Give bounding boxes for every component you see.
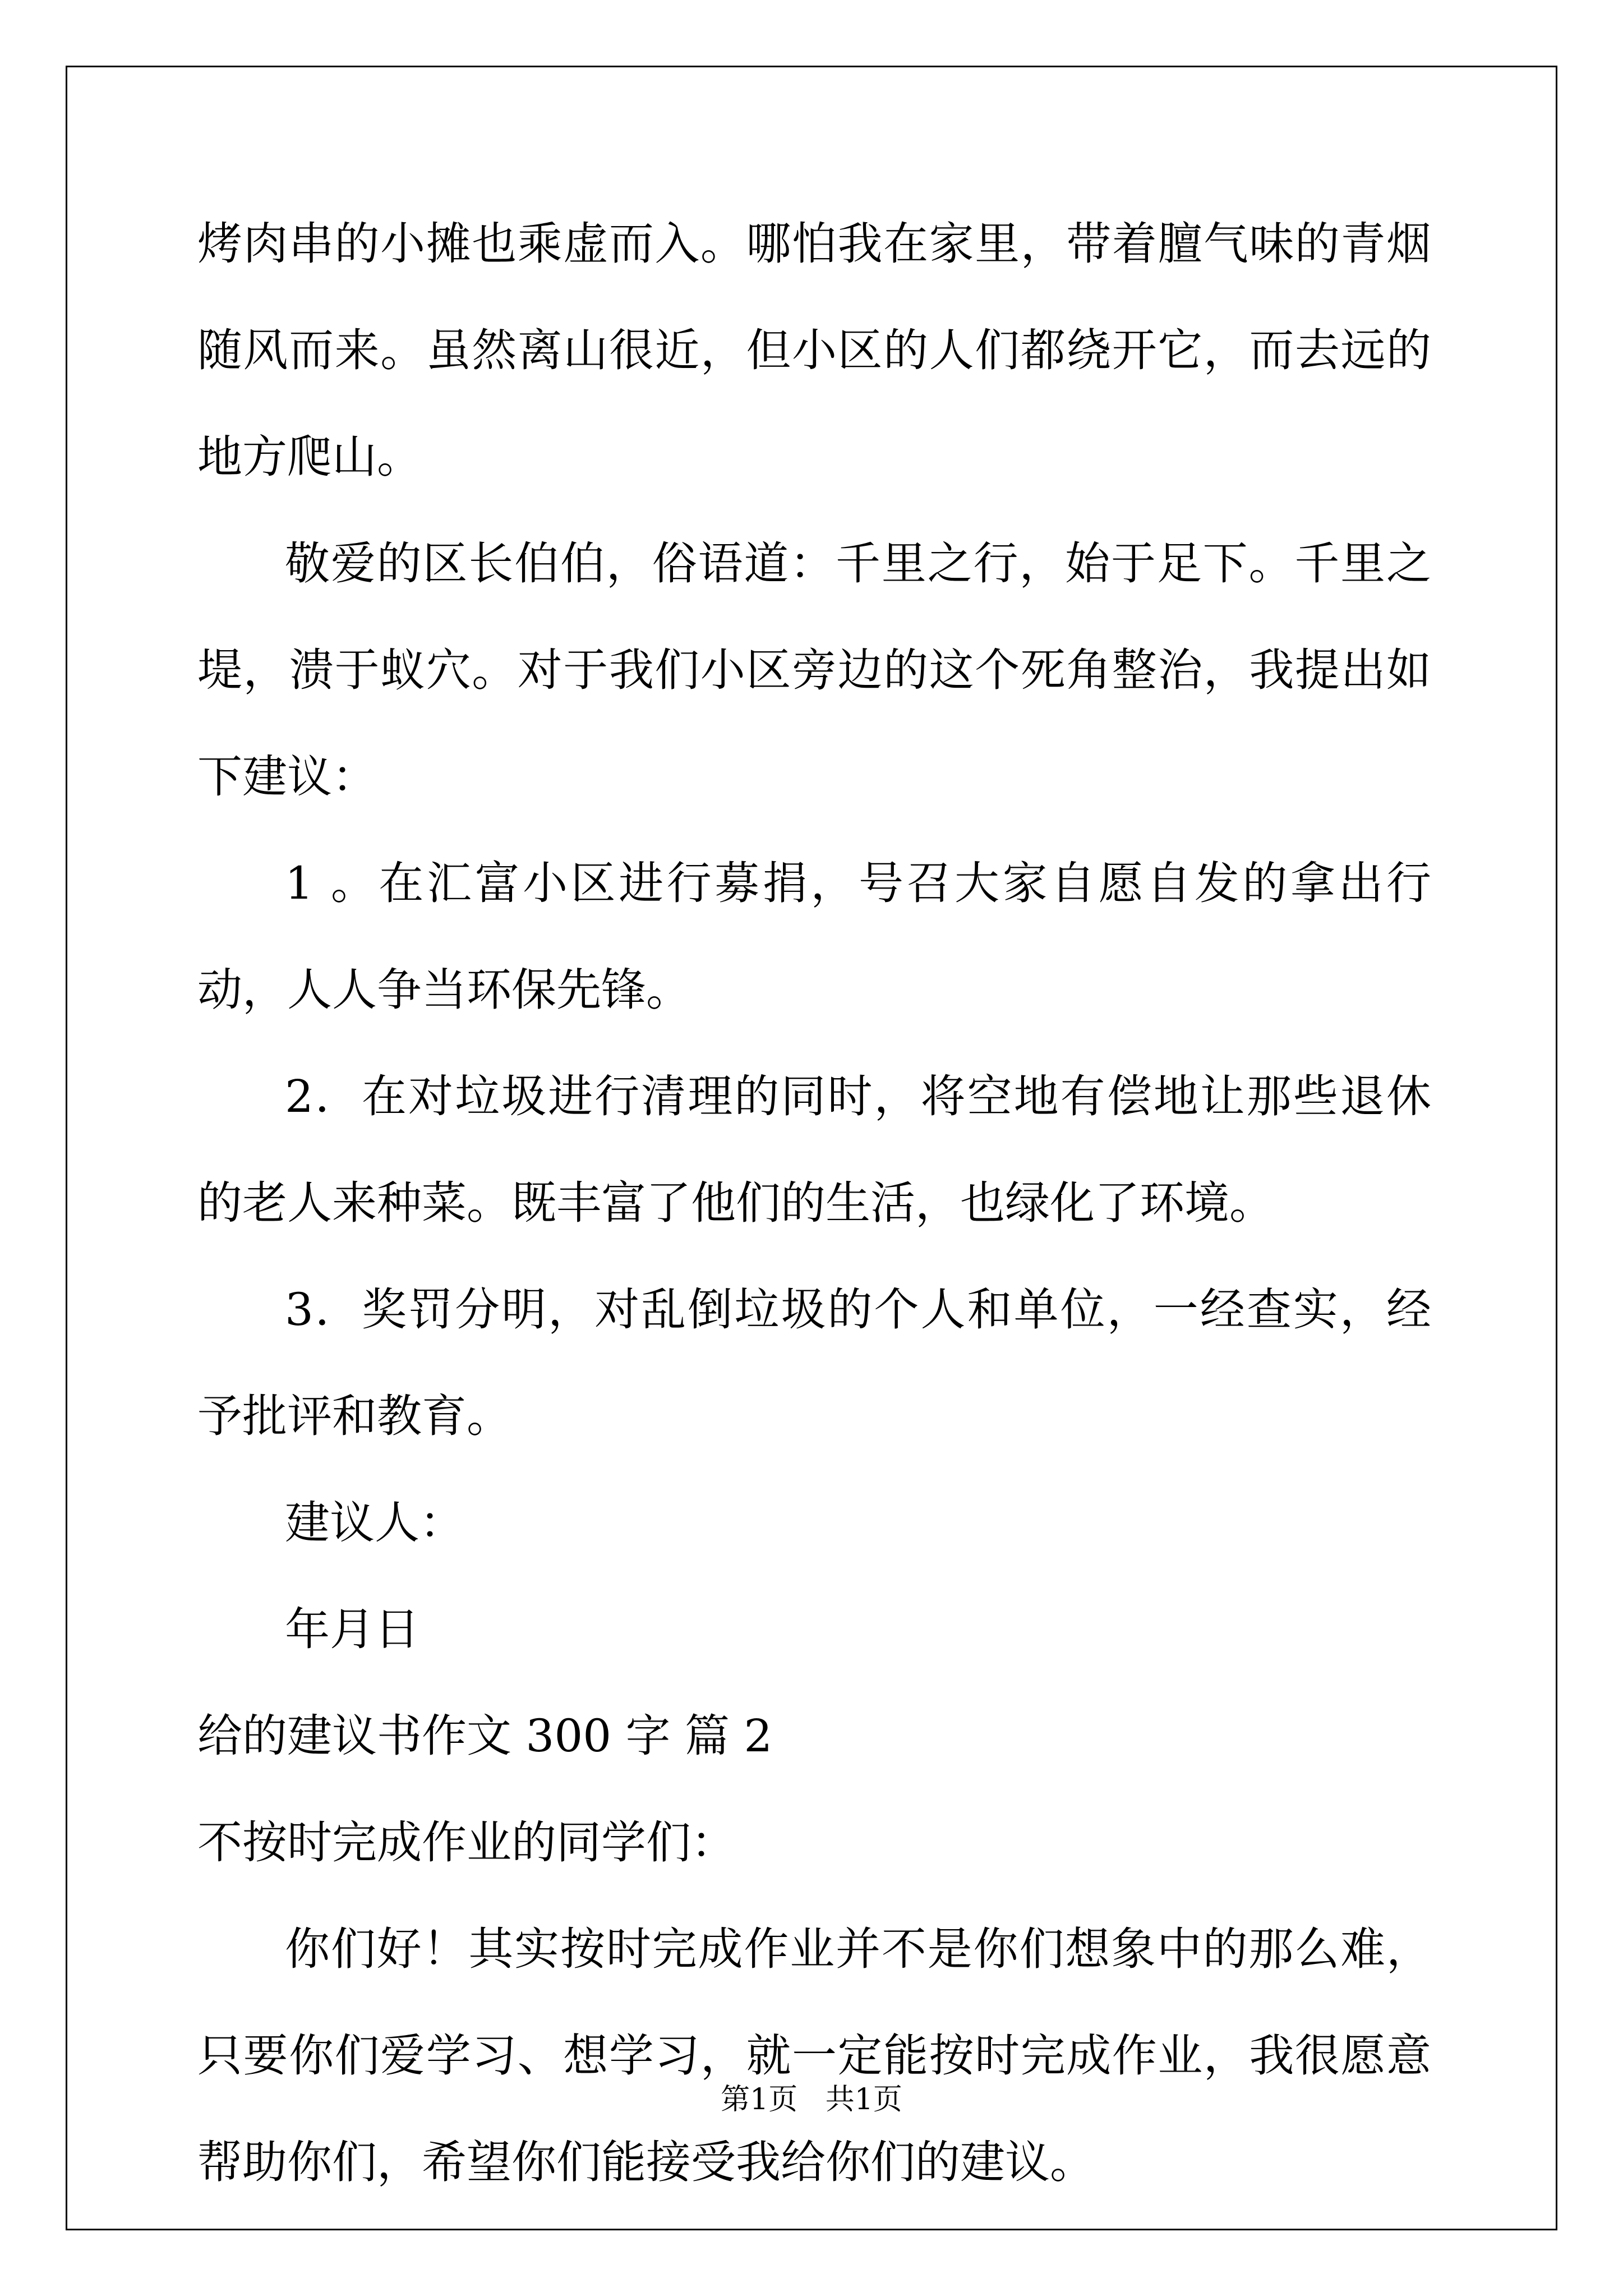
list-item: 3．奖罚分明，对乱倒垃圾的个人和单位，一经查实，经予批评和教育。 [197, 1283, 1431, 1442]
document-body [197, 191, 1431, 2216]
date-line: 年月日 [285, 1603, 419, 1655]
salutation: 不按时完成作业的同学们： [197, 1816, 736, 1869]
list-item: 1 。在汇富小区进行募捐，号召大家自愿自发的拿出行动，人人争当环保先锋。 [197, 857, 1431, 1016]
page-footer: 第1页 共1页 [721, 2083, 902, 2116]
list-item: 2．在对垃圾进行清理的同时，将空地有偿地让那些退休的老人来种菜。既丰富了他们的生活，也绿化了环境。 [197, 1070, 1431, 1229]
section-title: 给的建议书作文 300 字 篇 2 [197, 1710, 773, 1762]
paragraph: 敬爱的区长伯伯，俗语道：千里之行，始于足下。千里之堤，溃于蚁穴。对于我们小区旁边的这个死角整治，我提出如下建议： [197, 537, 1431, 803]
paragraph: 烤肉串的小摊也乘虚而入。哪怕我在家里，带着膻气味的青烟随风而来。虽然离山很近，但小区的人们都绕开它，而去远的地方爬山。 [197, 218, 1431, 483]
paragraph: 你们好！其实按时完成作业并不是你们想象中的那么难，只要你们爱学习、想学习，就一定能按时完成作业，我很愿意帮助你们，希望你们能接受我给你们的建议。 [197, 1923, 1431, 2188]
signature-line: 建议人： [285, 1497, 464, 1549]
